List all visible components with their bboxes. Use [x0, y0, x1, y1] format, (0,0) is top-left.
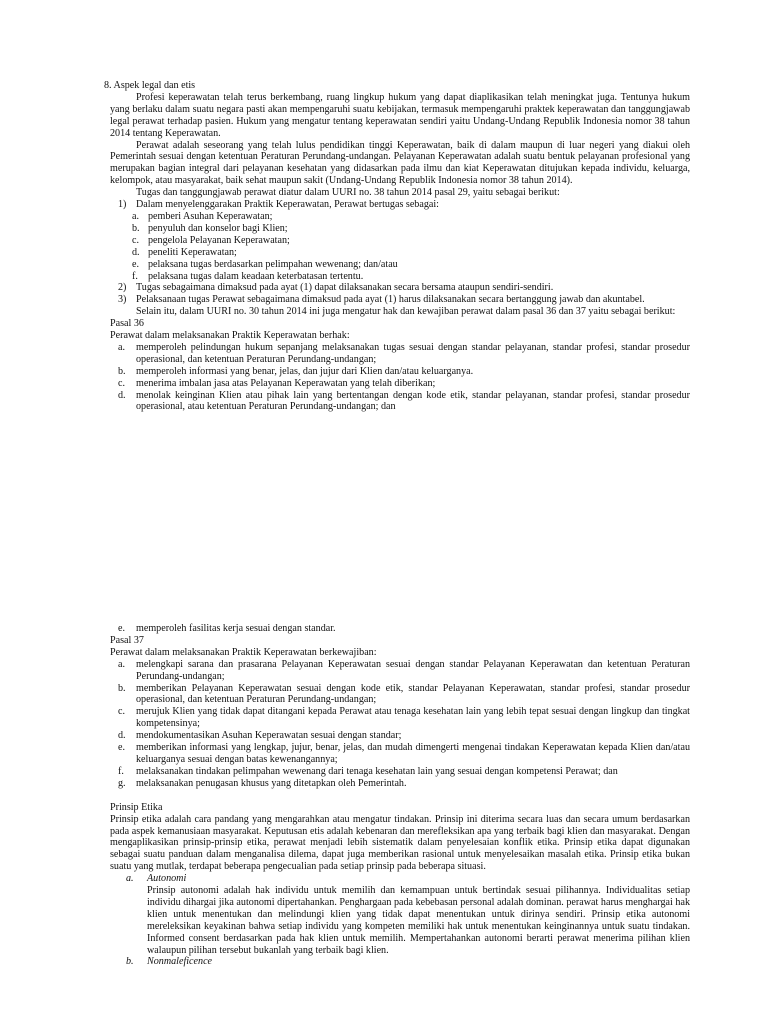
- sub-item: d. peneliti Keperawatan;: [132, 246, 237, 258]
- pasal37-title: Pasal 37: [110, 634, 144, 646]
- item-marker: 2): [118, 282, 127, 294]
- list-item: f. melaksanakan tindakan pelimpahan wewenang dari tenaga kesehatan lain yang sesuai dengan kompetensi Perawat; dan: [118, 765, 618, 777]
- pasal37-lead: Perawat dalam melaksanakan Praktik Keperawatan berkewajiban:: [110, 646, 377, 658]
- paragraph-selain-itu: Selain itu, dalam UURI no. 30 tahun 2014 ini juga mengatur hak dan kewajiban perawat dalam pasal 36 dan 37 yaitu sebagai berikut:: [136, 306, 676, 318]
- prinsip-etika-title: Prinsip Etika: [110, 801, 163, 813]
- list-item: a. melengkapi sarana dan prasarana Pelayanan Keperawatan sesuai dengan standar Pelayanan Keperawatan dan ketentuan Peraturan Perundang-undangan;: [118, 658, 690, 682]
- item-marker: 1): [118, 199, 127, 211]
- item-text: Dalam menyelenggarakan Praktik Keperawatan, Perawat bertugas sebagai:: [136, 199, 439, 211]
- intro-paragraph: Perawat adalah seseorang yang telah lulus pendidikan tinggi Keperawatan, baik di dalam maupun di luar negeri yang diakui oleh Pemerintah sesuai dengan ketentuan Peraturan Perundang-undangan. Pelayanan Keperawatan adalah suatu bentuk pelayanan profesional yang merupakan bagian integral dari pelayanan kesehatan yang didasarkan pada ilmu dan kiat Keperawatan ditujukan kepada individu, keluarga, kelompok, atau masyarakat, baik sehat maupun sakit (Undang-Undang Republik Indonesia nomor 38 tahun 2014).: [110, 139, 690, 187]
- prinsip-etika-paragraph: Prinsip etika adalah cara pandang yang mengarahkan atau mengatur tindakan. Prinsip ini diterima secara luas dan secara umum berdasarkan pada aspek kemanusiaan masyarakat. Keputusan etis adalah kebenaran dan merefleksikan apa yang terbaik bagi klien dan masyarakat. Dengan mengaplikasikan prinsip-prinsip etika, perawat menjadi lebih sistematik dalam penyelesaian konflik etika. Prinsip etika dapat digunakan sebagai suatu panduan dalam menganalisa dilema, dapat juga memberikan rasional untuk menyelesaikan masalah etika. Prinsip etika bukan suatu yang mutlak, terdapat beberapa pengecualian pada setiap prinsip pada beberapa situasi.: [110, 813, 690, 873]
- list-item: d. menolak keinginan Klien atau pihak lain yang bertentangan dengan kode etik, standar pelayanan, standar profesi, standar prosedur operasional, atau ketentuan Peraturan Perundang-undangan; dan: [118, 389, 690, 413]
- lower-section: [110, 623, 690, 968]
- autonomi-paragraph: Prinsip autonomi adalah hak individu untuk memilih dan kemampuan untuk bertindak sesuai pilihannya. Individualitas setiap individu dihargai jika autonomi dipertahankan. Penghargaan pada kebebasan personal adalah dominan. perawat harus menghargai hak klien untuk menentukan dan melindungi klien yang tidak dapat menentukan untuk dirinya sendiri. Prinsip etika autonomi mereleksikan keyakinan bahwa setiap individu yang kompeten memiliki hak untuk menentukan keinginannya untuk suatu tindakan. Informed consent berdasarkan pada hak klien untuk memilih. Mempertahankan autonomi berarti perawat menerima pilihan klien walaupun pilihan tersebut bukanlah yang terbaik bagi klien.: [147, 885, 690, 956]
- nonmaleficence-heading: b. Nonmaleficence: [126, 956, 213, 968]
- item-text: Pelaksanaan tugas Perawat sebagaimana dimaksud pada ayat (1) harus dilaksanakan secara bertanggung jawab dan akuntabel.: [136, 294, 645, 306]
- list-item: g. melaksanakan penugasan khusus yang ditetapkan oleh Pemerintah.: [118, 777, 407, 789]
- list-item: e. memperoleh fasilitas kerja sesuai dengan standar.: [118, 623, 336, 634]
- spacer: [110, 790, 690, 802]
- numbered-item: [110, 282, 690, 294]
- list-item: c. menerima imbalan jasa atas Pelayanan Keperawatan yang telah diberikan;: [118, 377, 436, 389]
- sub-item: b. penyuluh dan konselor bagi Klien;: [132, 222, 288, 234]
- list-item: b. memberikan Pelayanan Keperawatan sesuai dengan kode etik, standar Pelayanan Keperawatan, standar profesi, standar prosedur operasional, dan ketentuan Peraturan Perundang-undangan;: [118, 682, 690, 706]
- sub-item: c. pengelola Pelayanan Keperawatan;: [132, 234, 290, 246]
- list-item: a. memperoleh pelindungan hukum sepanjang melaksanakan tugas sesuai dengan standar pelayanan, standar profesi, standar prosedur operasional, dan ketentuan Peraturan Perundang-undangan;: [118, 341, 690, 365]
- list-item: e. memberikan informasi yang lengkap, jujur, benar, jelas, dan mudah dimengerti mengenai tindakan Keperawatan kepada Klien dan/atau keluarganya sesuai dengan batas kewenangannya;: [118, 742, 690, 765]
- item-text: Tugas sebagaimana dimaksud pada ayat (1) dapat dilaksanakan secara bersama ataupun sendiri-sendiri.: [136, 282, 554, 294]
- list-item: c. merujuk Klien yang tidak dapat ditangani kepada Perawat atau tenaga kesehatan lain yang lebih tepat sesuai dengan lingkup dan tingkat kompetensinya;: [118, 706, 690, 730]
- upper-section: [104, 80, 690, 413]
- sub-item: a. pemberi Asuhan Keperawatan;: [132, 210, 273, 222]
- numbered-item: [110, 199, 690, 211]
- intro-paragraph: Tugas dan tanggungjawab perawat diatur dalam UURI no. 38 tahun 2014 pasal 29, yaitu sebagai berikut:: [136, 187, 560, 199]
- list-item: b. memperoleh informasi yang benar, jelas, dan jujur dari Klien dan/atau keluarganya.: [118, 365, 474, 377]
- list-item: d. mendokumentasikan Asuhan Keperawatan sesuai dengan standar;: [118, 730, 402, 742]
- intro-paragraph: Profesi keperawatan telah terus berkembang, ruang lingkup hukum yang dapat diaplikasikan telah meningkat juga. Tentunya hukum yang berlaku dalam suatu negara pasti akan mempengaruhi suatu kebijakan, termasuk mempengaruhi praktek keperawatan dan tanggungjawab legal perawat terhadap pasien. Hukum yang mengatur tentang keperawatan sendiri yaitu Undang-Undang Republik Indonesia nomor 38 tahun 2014 tentang Keperawatan.: [110, 91, 690, 139]
- section-heading: 8. Aspek legal dan etis: [104, 80, 196, 91]
- sub-item: e. pelaksana tugas berdasarkan pelimpahan wewenang; dan/atau: [132, 258, 398, 270]
- autonomi-heading: a. Autonomi: [126, 873, 187, 885]
- pasal36-title: Pasal 36: [110, 318, 144, 330]
- item-marker: 3): [118, 294, 127, 306]
- numbered-item: [110, 294, 690, 306]
- sub-item: f. pelaksana tugas dalam keadaan keterbatasan tertentu.: [132, 270, 364, 282]
- pasal36-lead: Perawat dalam melaksanakan Praktik Keperawatan berhak:: [110, 330, 350, 342]
